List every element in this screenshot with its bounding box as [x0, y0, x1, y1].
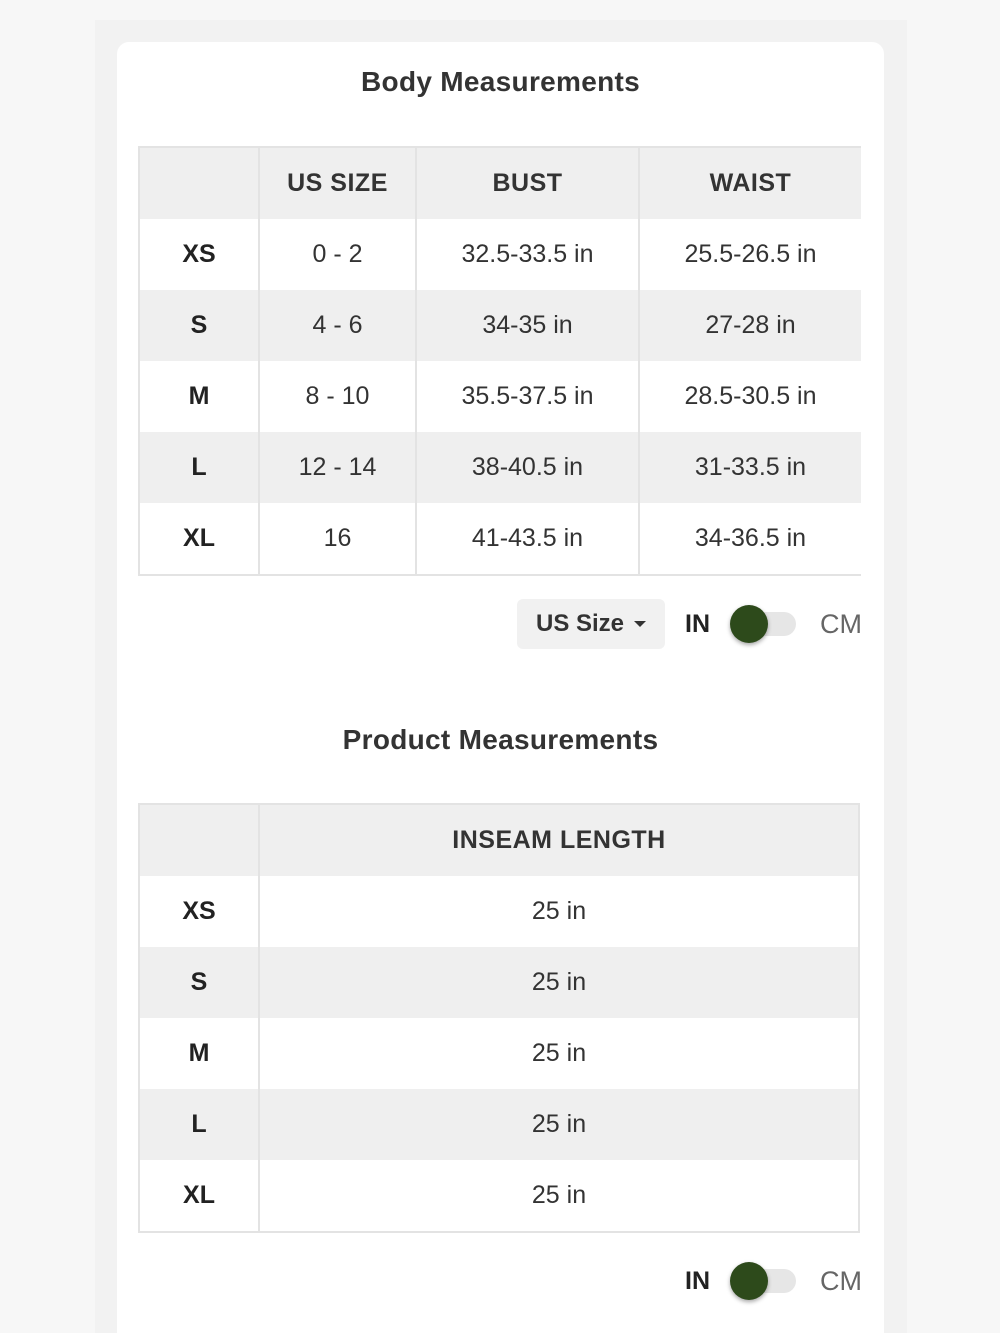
table-row	[139, 1089, 859, 1160]
us-size-value: 12 - 14	[259, 432, 416, 503]
table-row	[139, 361, 861, 432]
unit-label-in: IN	[685, 1266, 710, 1295]
table-header-row	[139, 804, 859, 876]
toggle-knob	[730, 605, 768, 643]
inseam-value: 25 in	[259, 1160, 859, 1232]
inseam-value: 25 in	[259, 1089, 859, 1160]
inseam-value: 25 in	[259, 947, 859, 1018]
bust-value: 35.5-37.5 in	[416, 361, 639, 432]
product-measurements-title: Product Measurements	[342, 724, 659, 755]
table-row	[139, 290, 861, 361]
size-label: L	[139, 432, 259, 503]
size-label: XS	[139, 219, 259, 290]
column-header-size	[139, 147, 259, 219]
unit-toggle[interactable]	[730, 610, 796, 638]
body-measurements-title: Body Measurements	[361, 66, 640, 97]
us-size-value: 8 - 10	[259, 361, 416, 432]
product-measurements-controls	[685, 1256, 862, 1306]
waist-value: 27-28 in	[639, 290, 861, 361]
waist-value: 25.5-26.5 in	[639, 219, 861, 290]
waist-value: 28.5-30.5 in	[639, 361, 861, 432]
unit-toggle[interactable]	[730, 1267, 796, 1295]
size-label: M	[139, 361, 259, 432]
column-header-us-size: US SIZE	[259, 147, 416, 219]
size-label: XL	[139, 1160, 259, 1232]
column-header-inseam-length: INSEAM LENGTH	[259, 804, 859, 876]
table-row	[139, 503, 861, 575]
column-header-bust: BUST	[416, 147, 639, 219]
size-label: XL	[139, 503, 259, 575]
size-label: M	[139, 1018, 259, 1089]
column-header-waist: WAIST	[639, 147, 861, 219]
table-row	[139, 876, 859, 947]
us-size-value: 16	[259, 503, 416, 575]
body-measurements-table	[138, 146, 861, 576]
toggle-knob	[730, 1262, 768, 1300]
size-label: S	[139, 290, 259, 361]
bust-value: 38-40.5 in	[416, 432, 639, 503]
bust-value: 41-43.5 in	[416, 503, 639, 575]
unit-label-in: IN	[685, 609, 710, 638]
body-measurements-controls	[517, 599, 862, 649]
caret-down-icon	[634, 621, 646, 627]
size-chart-card	[117, 42, 884, 1333]
unit-label-cm: CM	[820, 608, 862, 639]
inseam-value: 25 in	[259, 1018, 859, 1089]
size-label: L	[139, 1089, 259, 1160]
table-row	[139, 947, 859, 1018]
bust-value: 32.5-33.5 in	[416, 219, 639, 290]
table-row	[139, 1018, 859, 1089]
table-row	[139, 1160, 859, 1232]
bust-value: 34-35 in	[416, 290, 639, 361]
table-row	[139, 432, 861, 503]
size-system-dropdown[interactable]	[517, 599, 665, 649]
unit-label-cm: CM	[820, 1265, 862, 1296]
waist-value: 34-36.5 in	[639, 503, 861, 575]
waist-value: 31-33.5 in	[639, 432, 861, 503]
product-measurements-table	[138, 803, 860, 1233]
inseam-value: 25 in	[259, 876, 859, 947]
us-size-value: 0 - 2	[259, 219, 416, 290]
size-system-selected: US Size	[535, 610, 625, 637]
size-label: S	[139, 947, 259, 1018]
table-row	[139, 219, 861, 290]
size-label: XS	[139, 876, 259, 947]
us-size-value: 4 - 6	[259, 290, 416, 361]
table-header-row	[139, 147, 861, 219]
column-header-size	[139, 804, 259, 876]
